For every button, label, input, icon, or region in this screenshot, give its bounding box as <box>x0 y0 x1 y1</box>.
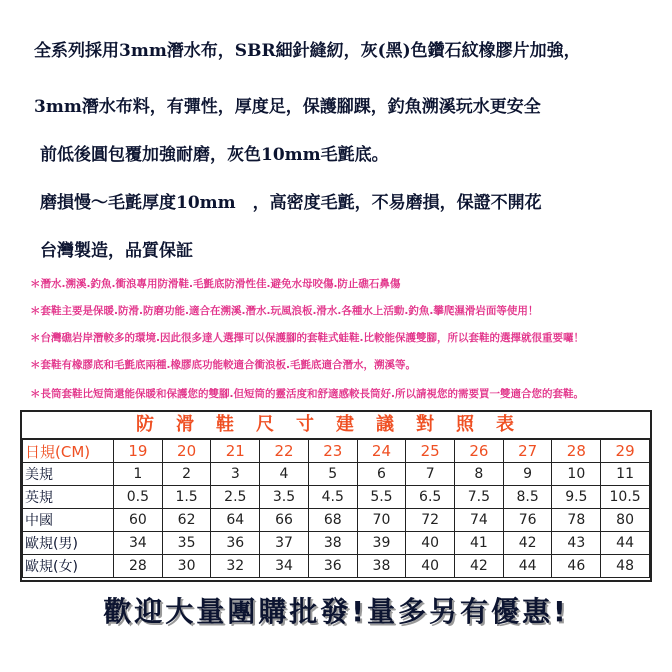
size-cell: 64 <box>211 509 260 532</box>
size-cell: 28 <box>114 555 163 578</box>
footer-promo: 歡迎大量團購批發!量多另有優惠! <box>103 595 569 628</box>
size-cell: 37 <box>260 532 309 555</box>
size-cell: 46 <box>552 555 601 578</box>
size-cell: 60 <box>114 509 163 532</box>
size-cell: 9.5 <box>552 486 601 509</box>
size-cell: 25 <box>406 440 455 463</box>
size-cell: 4 <box>260 463 309 486</box>
description-line-1: 全系列採用3mm潛水布，SBR細針縫紉，灰(黑)色鑽石紋橡膠片加強， <box>34 41 581 61</box>
size-row-label: 歐規(女) <box>23 555 114 578</box>
size-cell: 27 <box>503 440 552 463</box>
description-line-2: 3mm潛水布料，有彈性，厚度足，保護腳踝，釣魚溯溪玩水更安全 <box>34 97 541 117</box>
size-cell: 76 <box>503 509 552 532</box>
size-cell: 72 <box>406 509 455 532</box>
size-cell: 43 <box>552 532 601 555</box>
size-cell: 10 <box>552 463 601 486</box>
size-cell: 44 <box>601 532 650 555</box>
note-1: ＊潛水.溯溪.釣魚.衝浪專用防滑鞋.毛氈底防滑性佳.避免水母咬傷.防止礁石鼻傷 <box>30 278 401 290</box>
size-cell: 9 <box>503 463 552 486</box>
size-cell: 1.5 <box>162 486 211 509</box>
size-cell: 34 <box>114 532 163 555</box>
size-cell: 38 <box>357 555 406 578</box>
size-table-title: 防滑鞋尺寸建議對照表 <box>22 412 650 439</box>
size-cell: 28 <box>552 440 601 463</box>
size-cell: 74 <box>455 509 504 532</box>
size-cell: 42 <box>503 532 552 555</box>
size-cell: 36 <box>211 532 260 555</box>
size-cell: 21 <box>211 440 260 463</box>
size-cell: 20 <box>162 440 211 463</box>
note-4: ＊套鞋有橡膠底和毛氈底兩種.橡膠底功能較適合衝浪板.毛氈底適合潛水，溯溪等。 <box>30 359 416 371</box>
size-cell: 36 <box>308 555 357 578</box>
description-line-3: 前低後圓包覆加強耐磨，灰色10mm毛氈底。 <box>40 145 389 165</box>
size-cell: 4.5 <box>308 486 357 509</box>
size-cell: 23 <box>308 440 357 463</box>
note-2: ＊套鞋主要是保暖.防滑.防磨功能.適合在溯溪.潛水.玩風浪板.滑水.各種水上活動.釣魚.攀爬濕滑岩面等使用！ <box>30 305 539 317</box>
size-cell: 39 <box>357 532 406 555</box>
size-cell: 7.5 <box>455 486 504 509</box>
size-cell: 5.5 <box>357 486 406 509</box>
size-row <box>23 486 650 509</box>
size-cell: 8 <box>455 463 504 486</box>
size-cell: 32 <box>211 555 260 578</box>
size-cell: 41 <box>455 532 504 555</box>
size-cell: 3 <box>211 463 260 486</box>
size-cell: 66 <box>260 509 309 532</box>
size-cell: 11 <box>601 463 650 486</box>
size-cell: 38 <box>308 532 357 555</box>
size-cell: 44 <box>503 555 552 578</box>
size-row <box>23 440 650 463</box>
size-cell: 68 <box>308 509 357 532</box>
size-cell: 62 <box>162 509 211 532</box>
size-cell: 7 <box>406 463 455 486</box>
size-cell: 0.5 <box>114 486 163 509</box>
size-cell: 3.5 <box>260 486 309 509</box>
size-row <box>23 555 650 578</box>
size-cell: 8.5 <box>503 486 552 509</box>
size-cell: 26 <box>455 440 504 463</box>
note-5: ＊長筒套鞋比短筒還能保暖和保護您的雙腳.但短筒的靈活度和舒適感較長筒好.所以請視您的需要買一雙適合您的套鞋。 <box>30 388 584 400</box>
size-row <box>23 463 650 486</box>
size-cell: 40 <box>406 555 455 578</box>
description-line-5: 台灣製造，品質保証 <box>40 241 193 261</box>
size-cell: 35 <box>162 532 211 555</box>
size-cell: 48 <box>601 555 650 578</box>
size-cell: 19 <box>114 440 163 463</box>
size-cell: 6.5 <box>406 486 455 509</box>
size-cell: 42 <box>455 555 504 578</box>
size-table <box>20 410 652 582</box>
size-cell: 34 <box>260 555 309 578</box>
size-cell: 22 <box>260 440 309 463</box>
size-row <box>23 509 650 532</box>
size-cell: 5 <box>308 463 357 486</box>
description-line-4: 磨損慢～毛氈厚度10mm ，高密度毛氈，不易磨損，保證不開花 <box>40 193 542 213</box>
size-cell: 80 <box>601 509 650 532</box>
size-cell: 30 <box>162 555 211 578</box>
size-cell: 2 <box>162 463 211 486</box>
size-row-label: 日規(CM) <box>23 440 114 463</box>
size-row-label: 美規 <box>23 463 114 486</box>
size-cell: 40 <box>406 532 455 555</box>
size-cell: 78 <box>552 509 601 532</box>
size-row-label: 英規 <box>23 486 114 509</box>
note-3: ＊台灣礁岩岸潛較多的環境.因此很多達人選擇可以保護腳的套鞋式蛙鞋.比較能保護雙腳，所以套鞋的選擇就很重要囉！ <box>30 332 584 344</box>
size-cell: 6 <box>357 463 406 486</box>
size-cell: 29 <box>601 440 650 463</box>
size-cell: 10.5 <box>601 486 650 509</box>
size-cell: 70 <box>357 509 406 532</box>
size-row-label: 中國 <box>23 509 114 532</box>
size-cell: 2.5 <box>211 486 260 509</box>
size-cell: 24 <box>357 440 406 463</box>
size-table-grid <box>22 439 650 578</box>
size-row <box>23 532 650 555</box>
size-cell: 1 <box>114 463 163 486</box>
size-row-label: 歐規(男) <box>23 532 114 555</box>
